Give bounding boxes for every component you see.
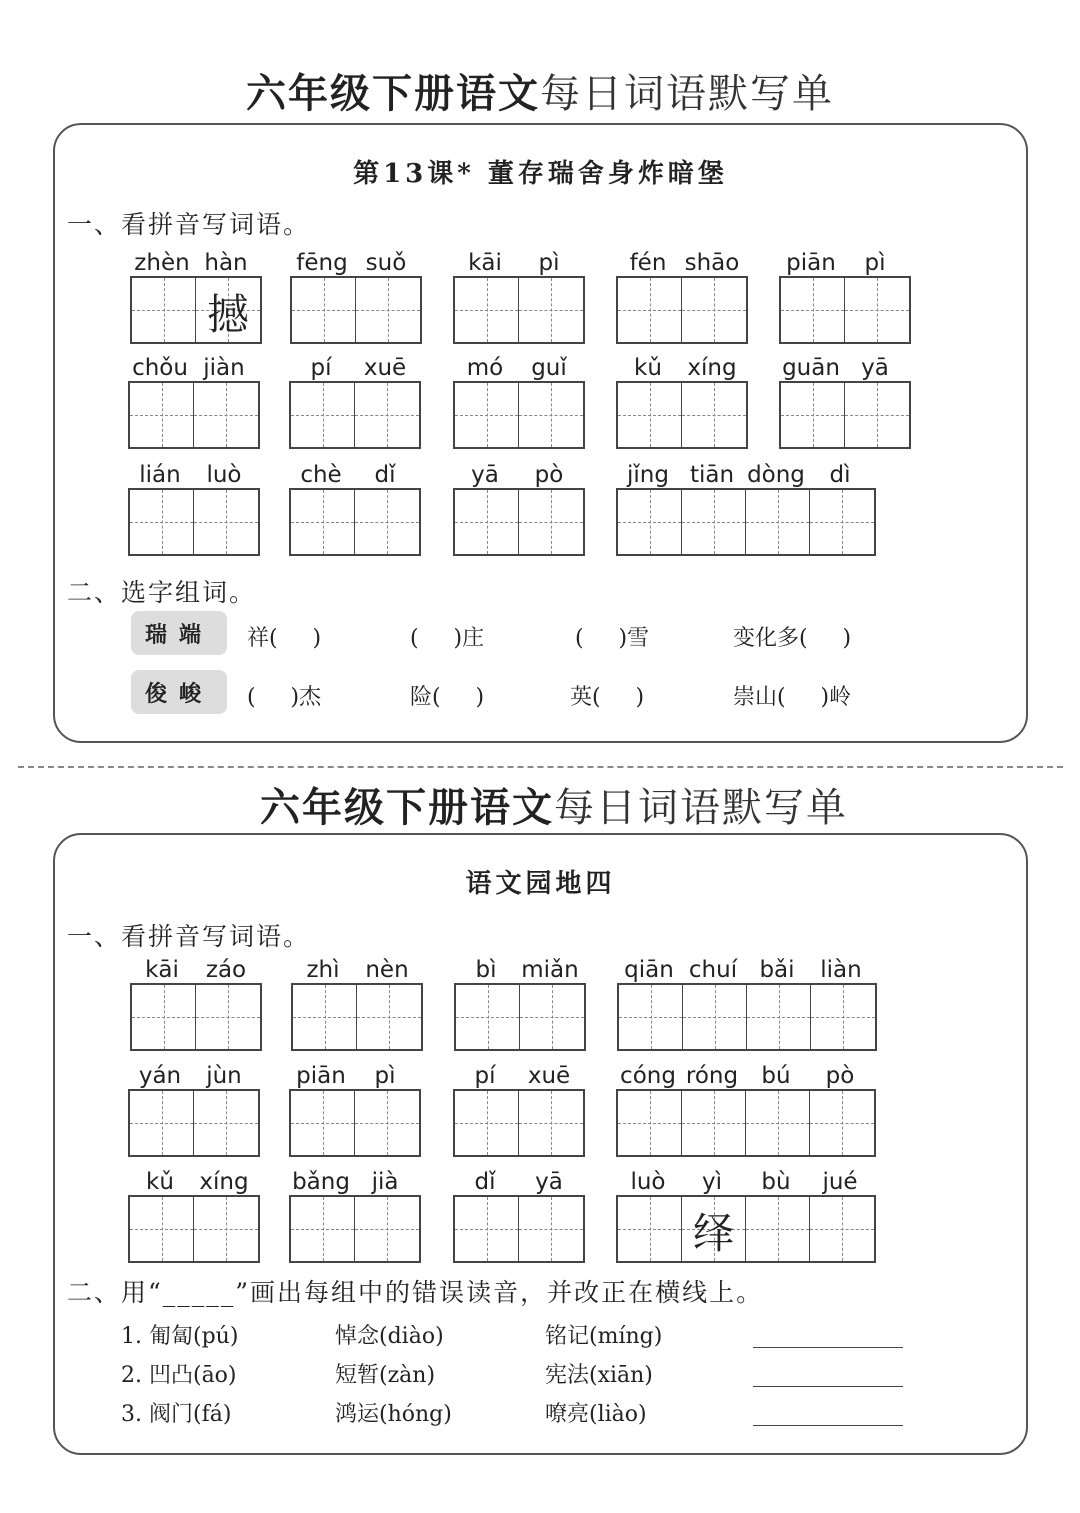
fill-blank: 变化多( ): [733, 626, 852, 651]
pinyin-row: [453, 250, 581, 276]
writing-cell[interactable]: [357, 985, 421, 1049]
pinyin-row: [130, 250, 258, 276]
answer-line[interactable]: [753, 1425, 903, 1426]
tianzige-grid: [290, 276, 422, 344]
pinyin-syllable: nèn: [365, 957, 409, 983]
pinyin-syllable: chè: [300, 462, 342, 488]
fill-blank: ( )雪: [575, 626, 650, 651]
writing-cell[interactable]: [618, 1197, 682, 1261]
writing-cell[interactable]: [455, 1197, 519, 1261]
writing-cell[interactable]: [747, 985, 811, 1049]
tianzige-grid: [616, 488, 876, 556]
pinyin-syllable: yā: [535, 1169, 563, 1195]
pinyin-syllable: guān: [782, 355, 840, 381]
writing-cell[interactable]: [194, 490, 258, 554]
pronunciation-item: 嘹亮(liào): [545, 1402, 647, 1427]
pinyin-syllable: hàn: [204, 250, 248, 276]
worksheet2-card: [53, 833, 1028, 1455]
writing-cell[interactable]: [683, 985, 747, 1049]
pinyin-syllable: pò: [825, 1063, 855, 1089]
pinyin-row: [128, 462, 256, 488]
pinyin-syllable: pò: [534, 462, 564, 488]
writing-cell[interactable]: [619, 985, 683, 1049]
pinyin-syllable: jué: [822, 1169, 858, 1195]
pronunciation-item: 宪法(xiān): [545, 1363, 653, 1388]
pinyin-syllable: qiān: [624, 957, 674, 983]
writing-cell[interactable]: [618, 383, 682, 447]
answer-line[interactable]: [753, 1347, 903, 1348]
pinyin-row: [289, 1169, 417, 1195]
worksheet1-lesson-title: 第13课* 董存瑞舍身炸暗堡: [353, 159, 728, 189]
writing-cell[interactable]: [291, 1197, 355, 1261]
pinyin-syllable: pì: [864, 250, 886, 276]
pinyin-row: [616, 1063, 872, 1089]
char-choice-badge-2: 俊峻: [131, 670, 227, 714]
pinyin-syllable: yì: [701, 1169, 722, 1195]
writing-cell[interactable]: [196, 278, 260, 342]
worksheet2-title-bold: 六年级下册语文: [260, 785, 554, 831]
writing-cell[interactable]: [355, 1091, 419, 1155]
pinyin-syllable: luò: [206, 462, 242, 488]
tianzige-grid: [779, 381, 911, 449]
pinyin-syllable: zhèn: [134, 250, 190, 276]
worksheet2-section1-heading: 一、看拼音写词语。: [67, 922, 311, 951]
worksheet2-title: [14, 776, 1080, 833]
pronunciation-item: 悼念(diào): [335, 1324, 444, 1349]
pinyin-syllable: cóng: [620, 1063, 676, 1089]
pinyin-syllable: chuí: [688, 957, 738, 983]
pinyin-row: [617, 957, 873, 983]
pinyin-syllable: chǒu: [132, 355, 188, 381]
writing-cell[interactable]: [455, 490, 519, 554]
writing-cell[interactable]: [810, 490, 874, 554]
pinyin-syllable: xíng: [687, 355, 737, 381]
fill-blank: ( )杰: [247, 685, 322, 710]
writing-cell[interactable]: [291, 490, 355, 554]
writing-cell[interactable]: [291, 383, 355, 447]
pinyin-syllable: dǐ: [474, 1169, 496, 1195]
pinyin-syllable: lián: [139, 462, 181, 488]
pinyin-row: [290, 250, 418, 276]
writing-cell[interactable]: [618, 1091, 682, 1155]
pinyin-syllable: jùn: [206, 1063, 242, 1089]
pinyin-syllable: kǔ: [634, 355, 662, 381]
pinyin-syllable: fēng: [296, 250, 348, 276]
writing-cell[interactable]: [519, 278, 583, 342]
writing-cell[interactable]: [130, 1197, 194, 1261]
writing-cell[interactable]: [132, 278, 196, 342]
worksheet1-title-bold: 六年级下册语文: [246, 71, 540, 117]
worksheet1-title-light: 每日词语默写单: [540, 71, 834, 117]
tianzige-grid: [616, 1195, 876, 1263]
writing-cell[interactable]: [130, 1091, 194, 1155]
pinyin-syllable: yā: [861, 355, 889, 381]
pinyin-syllable: jǐng: [627, 462, 669, 488]
writing-cell[interactable]: [455, 278, 519, 342]
tianzige-grid: [128, 488, 260, 556]
writing-cell[interactable]: [194, 1091, 258, 1155]
worksheet2-title-light: 每日词语默写单: [554, 785, 848, 831]
pinyin-row: [616, 1169, 872, 1195]
char-choice-badge-1: 瑞端: [131, 611, 227, 655]
pinyin-row: [289, 462, 417, 488]
pinyin-row: [453, 1063, 581, 1089]
pronunciation-item: 铭记(míng): [545, 1324, 663, 1349]
tianzige-grid: [128, 1195, 260, 1263]
tianzige-grid: [289, 488, 421, 556]
fill-blank: 祥( ): [247, 626, 322, 651]
pinyin-syllable: liàn: [820, 957, 862, 983]
tianzige-grid: [453, 1089, 585, 1157]
pinyin-syllable: jià: [371, 1169, 399, 1195]
writing-cell[interactable]: [519, 383, 583, 447]
pinyin-syllable: piān: [296, 1063, 346, 1089]
pinyin-syllable: yā: [471, 462, 499, 488]
writing-cell[interactable]: [292, 278, 356, 342]
pinyin-row: [128, 355, 256, 381]
fill-blank: 英( ): [570, 685, 645, 710]
pinyin-syllable: pí: [474, 1063, 496, 1089]
pinyin-row: [779, 250, 907, 276]
tianzige-grid: [616, 1089, 876, 1157]
fill-blank: 崇山( )岭: [733, 685, 852, 710]
tianzige-grid: [289, 381, 421, 449]
writing-cell[interactable]: [845, 278, 909, 342]
pronunciation-item: 短暂(zàn): [335, 1363, 436, 1388]
pinyin-syllable: piān: [786, 250, 836, 276]
pinyin-row: [289, 355, 417, 381]
writing-cell[interactable]: [455, 383, 519, 447]
pinyin-syllable: záo: [205, 957, 247, 983]
tianzige-grid: [616, 381, 748, 449]
writing-cell[interactable]: [810, 1091, 874, 1155]
writing-cell[interactable]: [456, 985, 520, 1049]
fill-blank: 险( ): [410, 685, 485, 710]
tianzige-grid: [453, 1195, 585, 1263]
pronunciation-item: 1. 匍匐(pú): [121, 1324, 239, 1349]
pinyin-syllable: kāi: [145, 957, 179, 983]
worksheet1-card: [53, 123, 1028, 743]
worksheet1-section2-heading: 二、选字组词。: [67, 578, 257, 607]
cell-character: 绎: [692, 1209, 735, 1258]
pinyin-row: [453, 462, 581, 488]
tianzige-grid: [130, 276, 262, 344]
pinyin-syllable: fén: [629, 250, 667, 276]
pronunciation-item: 2. 凹凸(āo): [121, 1363, 237, 1388]
pinyin-syllable: zhì: [306, 957, 340, 983]
writing-cell[interactable]: [682, 278, 746, 342]
pinyin-row: [291, 957, 419, 983]
writing-cell[interactable]: [781, 278, 845, 342]
pinyin-row: [616, 250, 744, 276]
writing-cell[interactable]: [130, 383, 194, 447]
writing-cell[interactable]: [845, 383, 909, 447]
cut-line-divider: [18, 766, 1063, 768]
pinyin-syllable: mó: [466, 355, 504, 381]
pinyin-syllable: pí: [310, 355, 332, 381]
answer-line[interactable]: [753, 1386, 903, 1387]
pinyin-row: [454, 957, 582, 983]
pinyin-syllable: dòng: [747, 462, 805, 488]
tianzige-grid: [289, 1089, 421, 1157]
pinyin-syllable: pì: [374, 1063, 396, 1089]
tianzige-grid: [779, 276, 911, 344]
writing-cell[interactable]: [682, 1197, 746, 1261]
pronunciation-item: 3. 阀门(fá): [121, 1402, 232, 1427]
cell-character: 撼: [206, 290, 249, 339]
worksheet2-section2-heading: 二、用“_____”画出每组中的错误读音，并改正在横线上。: [67, 1278, 764, 1307]
writing-cell[interactable]: [196, 985, 260, 1049]
writing-cell[interactable]: [746, 1197, 810, 1261]
pinyin-row: [128, 1169, 256, 1195]
pinyin-syllable: bì: [475, 957, 497, 983]
pinyin-syllable: pì: [538, 250, 560, 276]
writing-cell[interactable]: [618, 490, 682, 554]
writing-cell[interactable]: [781, 383, 845, 447]
writing-cell[interactable]: [291, 1091, 355, 1155]
writing-cell[interactable]: [520, 985, 584, 1049]
pinyin-row: [130, 957, 258, 983]
pinyin-row: [128, 1063, 256, 1089]
tianzige-grid: [454, 983, 586, 1051]
writing-cell[interactable]: [293, 985, 357, 1049]
pinyin-row: [779, 355, 907, 381]
pinyin-syllable: suǒ: [365, 250, 407, 276]
pinyin-syllable: kāi: [468, 250, 502, 276]
tianzige-grid: [453, 488, 585, 556]
writing-cell[interactable]: [194, 1197, 258, 1261]
pinyin-syllable: shāo: [684, 250, 740, 276]
writing-cell[interactable]: [519, 490, 583, 554]
worksheet1-section1-heading: 一、看拼音写词语。: [67, 210, 311, 239]
writing-cell[interactable]: [132, 985, 196, 1049]
writing-cell[interactable]: [519, 1197, 583, 1261]
pinyin-row: [289, 1063, 417, 1089]
writing-cell[interactable]: [355, 490, 419, 554]
writing-cell[interactable]: [682, 383, 746, 447]
pinyin-row: [616, 355, 744, 381]
pinyin-syllable: tiān: [689, 462, 735, 488]
pinyin-syllable: miǎn: [521, 957, 579, 983]
tianzige-grid: [453, 381, 585, 449]
writing-cell[interactable]: [355, 1197, 419, 1261]
tianzige-grid: [128, 1089, 260, 1157]
tianzige-grid: [289, 1195, 421, 1263]
writing-cell[interactable]: [682, 1091, 746, 1155]
writing-cell[interactable]: [810, 1197, 874, 1261]
pinyin-syllable: luò: [630, 1169, 666, 1195]
pinyin-syllable: dǐ: [374, 462, 396, 488]
writing-cell[interactable]: [519, 1091, 583, 1155]
pinyin-syllable: bú: [761, 1063, 791, 1089]
fill-blank: ( )庄: [410, 626, 485, 651]
writing-cell[interactable]: [811, 985, 875, 1049]
pinyin-syllable: bǎi: [759, 957, 795, 983]
writing-cell[interactable]: [746, 490, 810, 554]
pinyin-row: [453, 355, 581, 381]
pinyin-syllable: guǐ: [531, 355, 567, 381]
writing-cell[interactable]: [618, 278, 682, 342]
pronunciation-item: 鸿运(hóng): [335, 1402, 452, 1427]
worksheet2-lesson-title: 语文园地四: [465, 869, 616, 899]
pinyin-syllable: xíng: [199, 1169, 249, 1195]
writing-cell[interactable]: [455, 1091, 519, 1155]
worksheet1-title: [0, 62, 1080, 119]
pinyin-syllable: dì: [829, 462, 851, 488]
tianzige-grid: [453, 276, 585, 344]
tianzige-grid: [291, 983, 423, 1051]
pinyin-syllable: xuē: [527, 1063, 571, 1089]
writing-cell[interactable]: [746, 1091, 810, 1155]
tianzige-grid: [130, 983, 262, 1051]
writing-cell[interactable]: [356, 278, 420, 342]
pinyin-syllable: róng: [685, 1063, 739, 1089]
tianzige-grid: [616, 276, 748, 344]
writing-cell[interactable]: [130, 490, 194, 554]
pinyin-syllable: bǎng: [292, 1169, 350, 1195]
pinyin-syllable: kǔ: [146, 1169, 174, 1195]
pinyin-row: [453, 1169, 581, 1195]
writing-cell[interactable]: [682, 490, 746, 554]
tianzige-grid: [128, 381, 260, 449]
writing-cell[interactable]: [194, 383, 258, 447]
writing-cell[interactable]: [355, 383, 419, 447]
pinyin-syllable: bù: [761, 1169, 791, 1195]
tianzige-grid: [617, 983, 877, 1051]
pinyin-syllable: yán: [138, 1063, 182, 1089]
pinyin-row: [616, 462, 872, 488]
pinyin-syllable: xuē: [363, 355, 407, 381]
pinyin-syllable: jiàn: [203, 355, 245, 381]
